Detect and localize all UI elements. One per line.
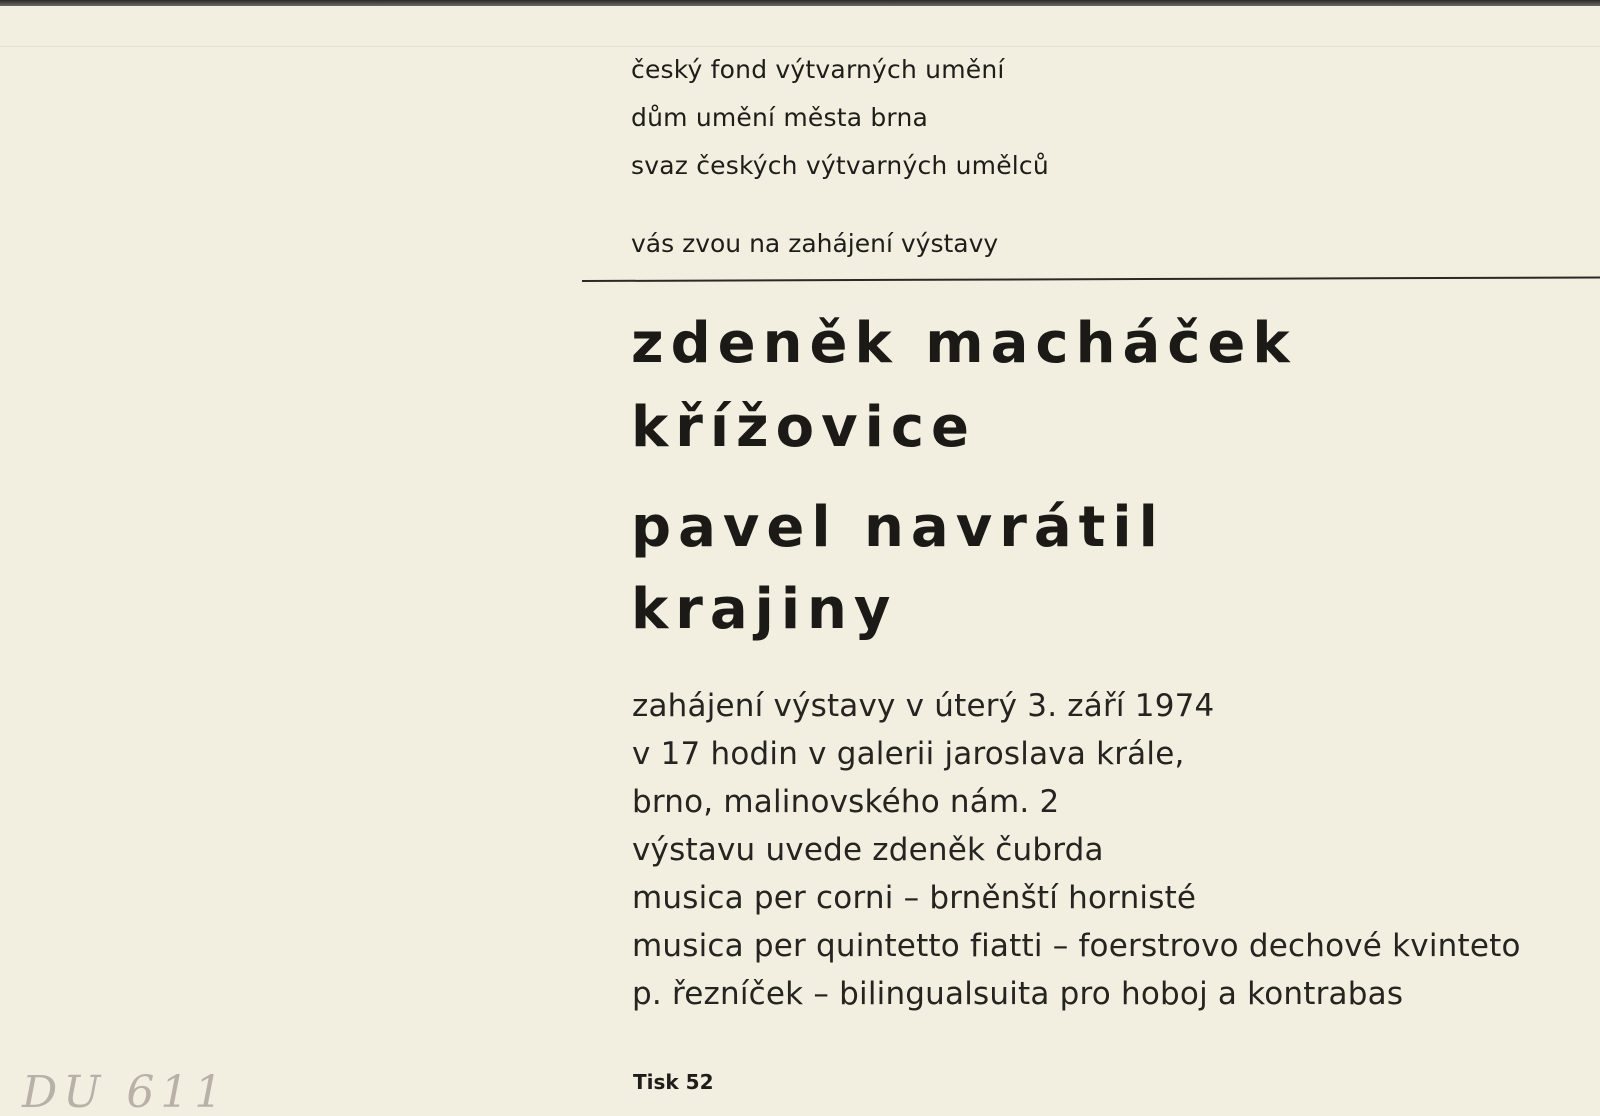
scan-top-edge (0, 0, 1600, 6)
music-program-line: musica per quintetto fiatti – foerstrovo dechové kvinteto (632, 928, 1521, 964)
organizer-name: český fond výtvarných umění (631, 55, 1005, 84)
organizer-list (631, 46, 1049, 190)
event-time-place-line: v 17 hodin v galerii jaroslava krále, (632, 736, 1185, 772)
print-mark: Tisk 52 (633, 1070, 714, 1094)
organizer-name: svaz českých výtvarných umělců (631, 151, 1049, 180)
organizer-name: dům umění města brna (631, 103, 929, 132)
exhibition-title: křížovice (631, 395, 976, 460)
archive-handwritten-note: DU 611 (22, 1067, 229, 1116)
music-program-line: musica per corni – brněnští hornisté (632, 880, 1197, 916)
music-program-line: p. řezníček – bilingualsuita pro hoboj a kontrabas (632, 976, 1404, 1012)
event-address-line: brno, malinovského nám. 2 (632, 784, 1060, 820)
event-details (632, 682, 1521, 1018)
event-introducer-line: výstavu uvede zdeněk čubrda (632, 832, 1104, 868)
artist-name: zdeněk macháček (631, 311, 1297, 376)
invitation-text: vás zvou na zahájení výstavy (631, 229, 999, 258)
exhibition-title: krajiny (631, 577, 898, 642)
artist-name: pavel navrátil (631, 495, 1165, 560)
event-date-line: zahájení výstavy v úterý 3. září 1974 (632, 688, 1215, 724)
divider-rule (582, 276, 1600, 282)
